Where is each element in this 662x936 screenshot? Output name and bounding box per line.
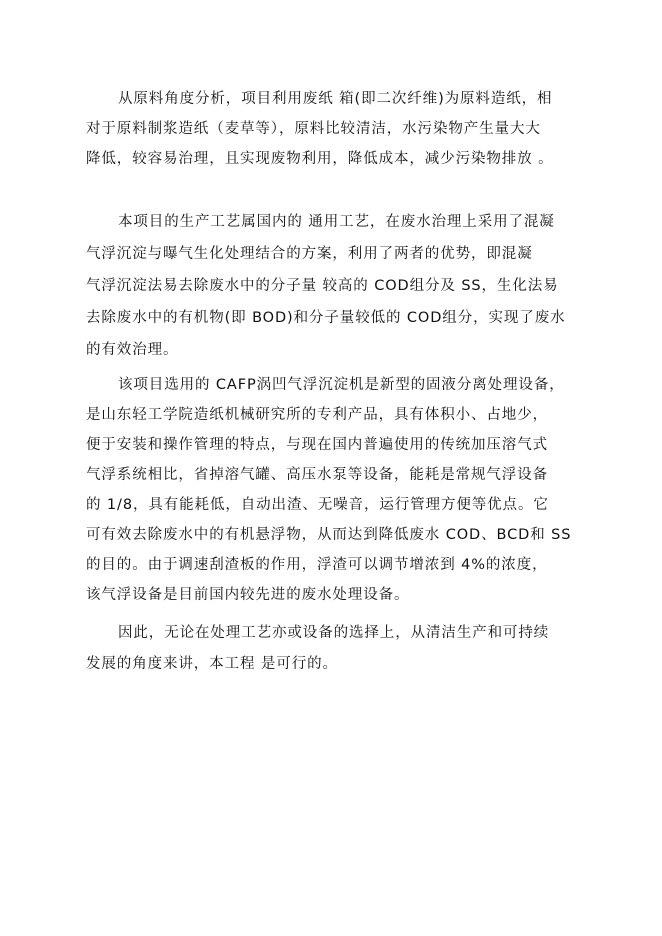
text-line: 发展的角度来讲，本工程 是可行的。 xyxy=(86,656,338,672)
text-line: 该项目选用的 CAFP涡凹气浮沉淀机是新型的固液分离处理设备， xyxy=(118,377,565,393)
text-line: 从原料角度分析，项目利用废纸 箱(即二次纤维)为原料造纸，相 xyxy=(118,91,553,107)
text-line: 气浮沉淀法易去除废水中的分子量 较高的 COD组分及 SS，生化法易 xyxy=(86,278,559,294)
text-line: 对于原料制浆造纸（麦草等），原料比较清洁，水污染物产生量大大 xyxy=(86,121,541,137)
text-line: 是山东轻工学院造纸机械研究所的专利产品，具有体积小、占地少， xyxy=(86,407,548,423)
text-line: 气浮沉淀与曝气生化处理结合的方案，利用了两者的优势，即混凝 xyxy=(86,246,533,262)
text-line: 本项目的生产工艺属国内的 通用工艺，在废水治理上采用了混凝 xyxy=(118,214,555,230)
text-line: 的目的。由于调速刮渣板的作用，浮渣可以调节增浓到 4%的浓度， xyxy=(86,557,548,573)
text-line: 便于安装和操作管理的特点，与现在国内普遍使用的传统加压溶气式 xyxy=(86,437,548,453)
text-line: 可有效去除废水中的有机悬浮物，从而达到降低废水 COD、BCD和 SS xyxy=(86,527,572,543)
text-line: 去除废水中的有机物(即 BOD)和分子量较低的 COD组分，实现了废水 xyxy=(86,310,566,326)
text-line: 的有效治理。 xyxy=(86,342,179,358)
text-line: 气浮系统相比，省掉溶气罐、高压水泵等设备，能耗是常规气浮设备 xyxy=(86,467,548,483)
text-line: 降低，较容易治理，且实现废物利用，降低成本，减少污染物排放 。 xyxy=(86,151,554,167)
text-line: 该气浮设备是目前国内较先进的废水处理设备。 xyxy=(86,587,410,603)
text-line: 因此，无论在处理工艺亦或设备的选择上，从清洁生产和可持续 xyxy=(118,625,550,641)
text-line: 的 1/8，具有能耗低，自动出渣、无噪音，运行管理方便等优点。它 xyxy=(86,497,549,513)
